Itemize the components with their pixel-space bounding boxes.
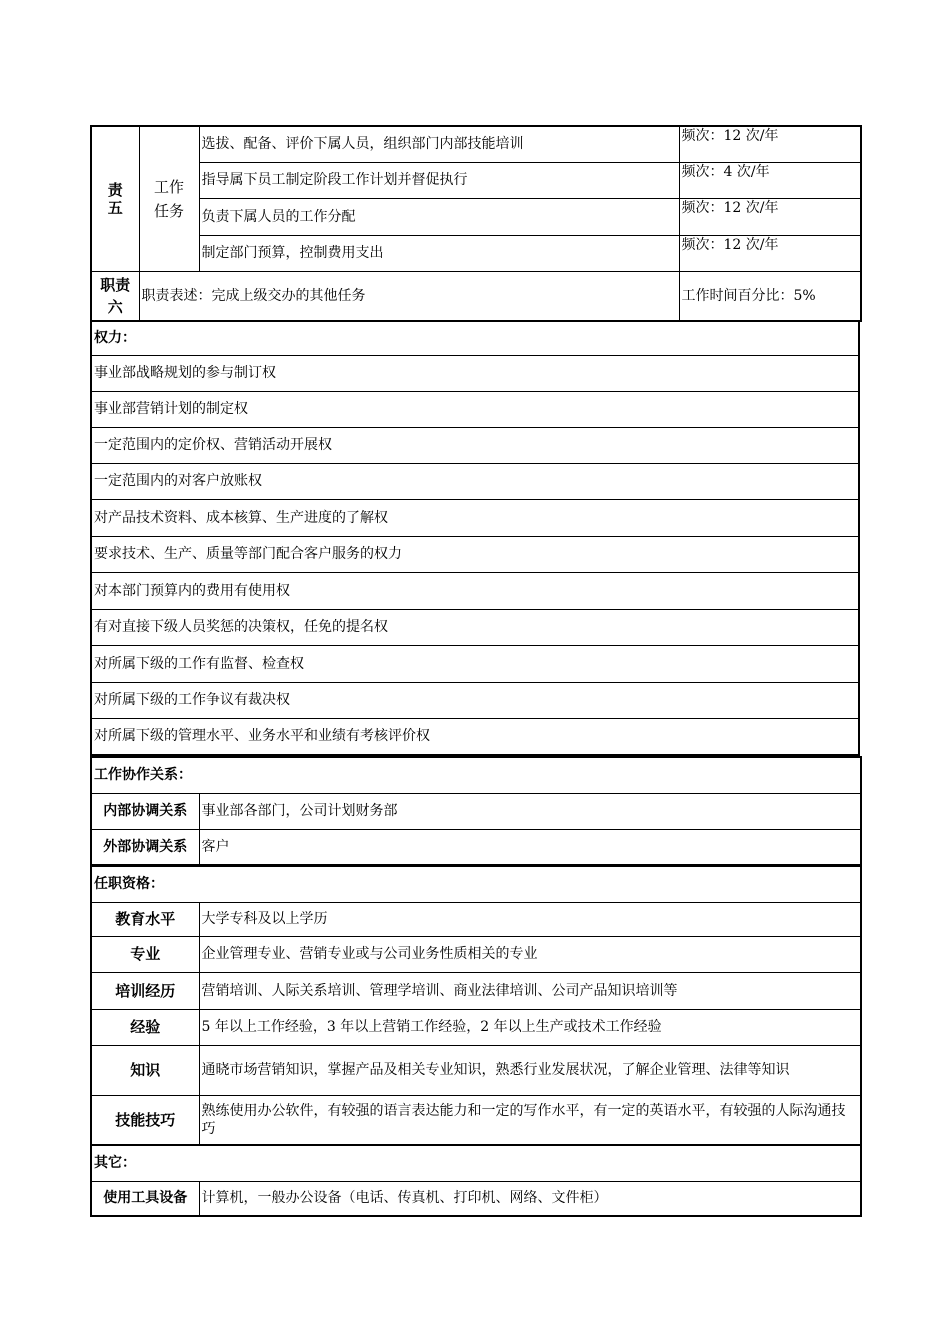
collab-header: 工作协作关系： <box>91 757 861 793</box>
authority-item: 对本部门预算内的费用有使用权 <box>91 572 859 609</box>
other-header: 其它： <box>91 1145 861 1181</box>
internal-label: 内部协调关系 <box>91 793 199 829</box>
qual-label: 专业 <box>91 936 199 972</box>
authority-item: 对所属下级的工作有监督、检查权 <box>91 645 859 682</box>
duty5-sublabel: 工作 任务 <box>139 126 199 271</box>
authority-item: 一定范围内的对客户放账权 <box>91 463 859 499</box>
duty6-time: 工作时间百分比：5% <box>679 271 861 321</box>
duties-table <box>90 125 862 322</box>
task-desc: 指导属下员工制定阶段工作计划并督促执行 <box>199 162 679 198</box>
qual-value: 营销培训、人际关系培训、管理学培训、商业法律培训、公司产品知识培训等 <box>199 972 861 1009</box>
qual-value: 5 年以上工作经验，3 年以上营销工作经验，2 年以上生产或技术工作经验 <box>199 1009 861 1045</box>
other-table <box>90 1144 862 1217</box>
duty5-label: 责 五 <box>91 126 139 271</box>
collab-table <box>90 756 862 866</box>
authority-item: 要求技术、生产、质量等部门配合客户服务的权力 <box>91 536 859 572</box>
authority-item: 事业部营销计划的制定权 <box>91 391 859 427</box>
authority-item: 对产品技术资料、成本核算、生产进度的了解权 <box>91 499 859 536</box>
qual-label: 技能技巧 <box>91 1095 199 1145</box>
duty6-desc: 职责表述：完成上级交办的其他任务 <box>139 271 679 321</box>
qual-label: 教育水平 <box>91 902 199 936</box>
qual-label: 培训经历 <box>91 972 199 1009</box>
qual-label: 经验 <box>91 1009 199 1045</box>
qual-value: 通晓市场营销知识，掌握产品及相关专业知识，熟悉行业发展状况，了解企业管理、法律等知识 <box>199 1045 861 1095</box>
external-label: 外部协调关系 <box>91 829 199 865</box>
qual-table <box>90 865 862 1146</box>
external-value: 客户 <box>199 829 861 865</box>
task-freq: 频次：12 次/年 <box>679 126 861 162</box>
qual-value: 熟练使用办公软件，有较强的语言表达能力和一定的写作水平，有一定的英语水平，有较强的人际沟通技巧 <box>199 1095 861 1145</box>
qual-label: 知识 <box>91 1045 199 1095</box>
qual-value: 企业管理专业、营销专业或与公司业务性质相关的专业 <box>199 936 861 972</box>
task-desc: 选拔、配备、评价下属人员，组织部门内部技能培训 <box>199 126 679 162</box>
authority-table <box>90 320 860 756</box>
authority-item: 对所属下级的工作争议有裁决权 <box>91 682 859 718</box>
authority-item: 有对直接下级人员奖惩的决策权，任免的提名权 <box>91 609 859 645</box>
task-desc: 负责下属人员的工作分配 <box>199 198 679 235</box>
task-freq: 频次：4 次/年 <box>679 162 861 198</box>
tools-label: 使用工具设备 <box>91 1181 199 1216</box>
qual-value: 大学专科及以上学历 <box>199 902 861 936</box>
qual-header: 任职资格： <box>91 866 861 902</box>
authority-header: 权力： <box>91 321 859 355</box>
task-freq: 频次：12 次/年 <box>679 235 861 271</box>
authority-item: 事业部战略规划的参与制订权 <box>91 355 859 391</box>
authority-item: 一定范围内的定价权、营销活动开展权 <box>91 427 859 463</box>
task-freq: 频次：12 次/年 <box>679 198 861 235</box>
tools-value: 计算机，一般办公设备（电话、传真机、打印机、网络、文件柜） <box>199 1181 861 1216</box>
internal-value: 事业部各部门，公司计划财务部 <box>199 793 861 829</box>
task-desc: 制定部门预算，控制费用支出 <box>199 235 679 271</box>
authority-item: 对所属下级的管理水平、业务水平和业绩有考核评价权 <box>91 718 859 755</box>
duty6-label: 职责 六 <box>91 271 139 321</box>
